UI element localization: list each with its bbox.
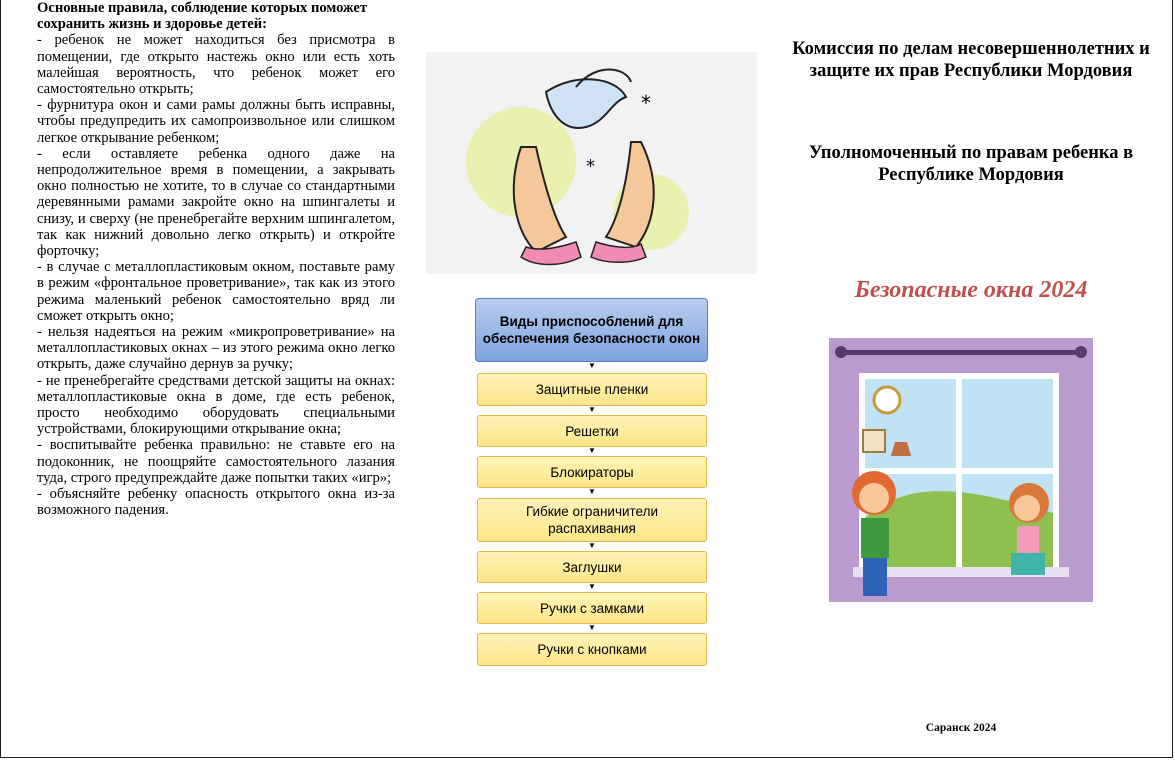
rule-item: - в случае с металлопластиковым окном, поставьте раму в режим «фронтальное проветривание», так как из этого режима маленький ребенок самостоятельно вряд ли сможет открыть окно; [37, 259, 395, 324]
dove-hands-clipart-icon [426, 52, 757, 274]
flowchart-item: Решетки [477, 415, 707, 447]
arrow-down-icon: ▼ [588, 623, 596, 632]
rule-item: - не пренебрегайте средствами детской защиты на окнах: металлопластиковые окна в доме, где есть ребенок, просто необходимо оборудовать специальными устройствами, блокирующими открывание окна; [37, 372, 395, 438]
rules-heading: Основные правила, соблюдение которых поможет сохранить жизнь и здоровье детей: [37, 0, 368, 33]
ombudsman-name: Уполномоченный по правам ребенка в Республике Мордовия [808, 143, 1134, 185]
flowchart-item: Защитные пленки [477, 373, 707, 406]
rule-item: - фурнитура окон и сами рамы должны быть исправны, чтобы предупредить их самопроизвольное или слишком легкое открывание ребенком; [37, 97, 395, 146]
arrow-down-icon: ▼ [588, 361, 596, 370]
flowchart-heading: Виды приспособлений для обеспечения безопасности окон [475, 298, 708, 362]
rule-item: - ребенок не может находиться без присмотра в помещении, где открыто настежь окно или есть хоть малейшая вероятность, что ребенок может его самостоятельно открыть; [37, 32, 395, 98]
dove-hands-illustration [426, 52, 757, 274]
svg-text:*: * [641, 91, 651, 115]
commission-name: Комиссия по делам несовершеннолетних и защите их прав Республики Мордовия [792, 39, 1150, 81]
city-year: Саранск 2024 [925, 722, 997, 734]
arrow-down-icon: ▼ [588, 541, 596, 550]
flowchart-item: Блокираторы [477, 456, 707, 488]
arrow-down-icon: ▼ [588, 405, 596, 414]
rule-item: - воспитывайте ребенка правильно: не ставьте его на подоконник, не поощряйте самостоятельного лазания туда, строго предупреждайте даже попытки таких «игр»; [37, 437, 395, 486]
arrow-down-icon: ▼ [588, 446, 596, 455]
children-window-illustration [829, 338, 1093, 602]
flowchart-item: Гибкие ограничители распахивания [477, 498, 707, 542]
arrow-down-icon: ▼ [588, 582, 596, 591]
flowchart-item: Ручки с кнопками [477, 633, 707, 666]
rule-item: - объясняйте ребенку опасность открытого окна из-за возможного падения. [37, 486, 395, 519]
rule-item: - нельзя надеяться на режим «микропроветривание» на металлопластиковых окнах – из этого режима окно легко открыть, даже случайно дернув за ручку; [37, 324, 395, 373]
brochure-title: Безопасные окна 2024 [854, 277, 1088, 303]
svg-text:*: * [586, 156, 595, 177]
arrow-down-icon: ▼ [588, 487, 596, 496]
flowchart-item: Заглушки [477, 551, 707, 583]
rules-column [37, 0, 395, 519]
flowchart-item: Ручки с замками [477, 592, 707, 624]
children-window-clipart-icon [829, 338, 1093, 602]
rule-item: - если оставляете ребенка одного даже на непродолжительное время в помещении, а закрывать окно полностью не хотите, то в случае со стандартными деревянными рамами закройте окно на шпингалеты и снизу, и сверху (не пренебрегайте верхним шпингалетом, так как нижний довольно легко открыть) и откройте форточку; [37, 145, 395, 260]
